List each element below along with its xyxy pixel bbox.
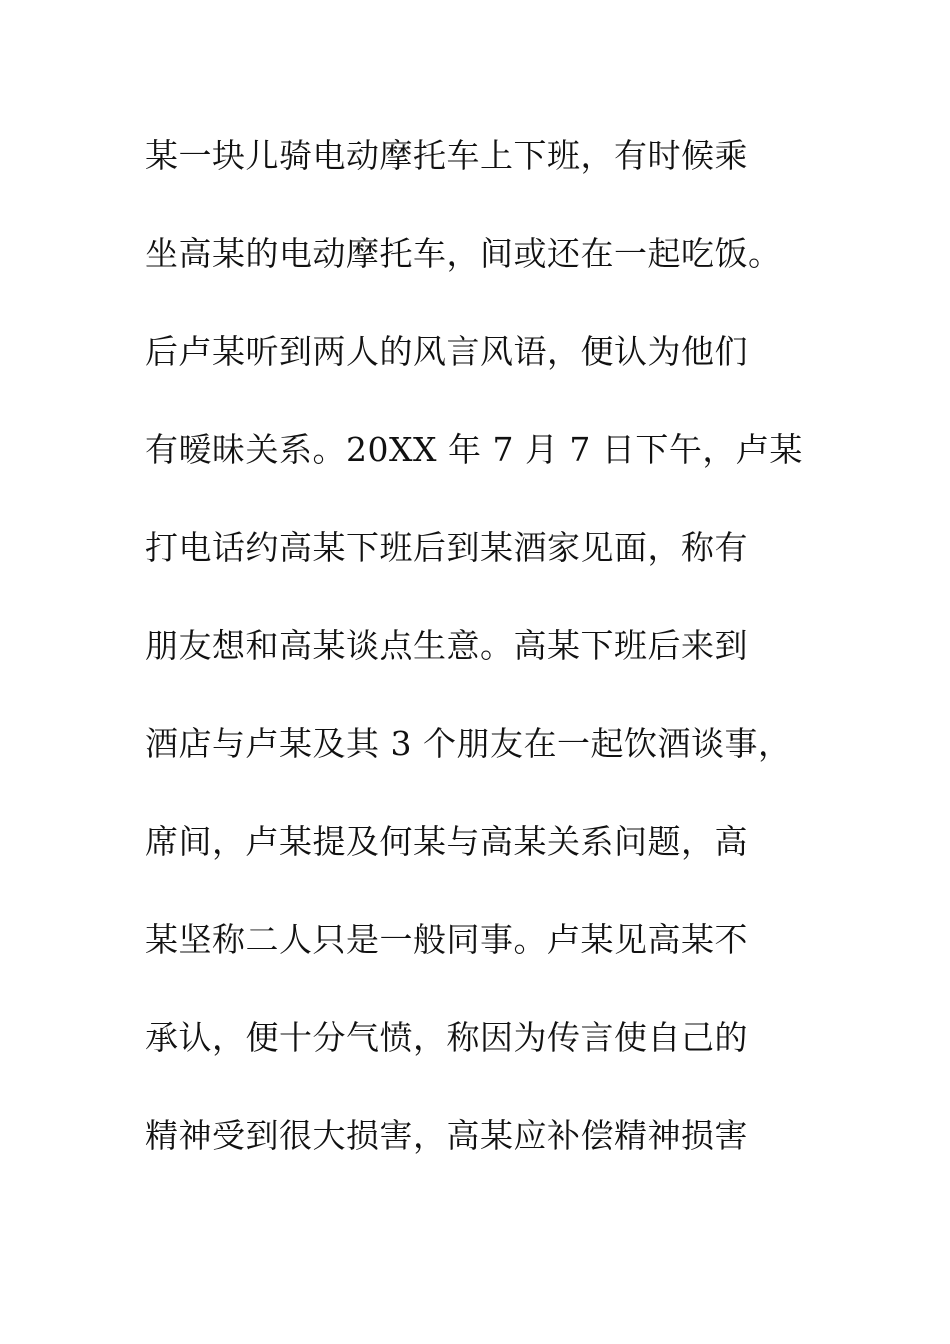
text-line: 某一块儿骑电动摩托车上下班，有时候乘 bbox=[145, 136, 748, 175]
text-line: 席间，卢某提及何某与高某关系问题，高 bbox=[145, 822, 748, 861]
text-line: 朋友想和高某谈点生意。高某下班后来到 bbox=[145, 626, 748, 665]
body-text bbox=[145, 126, 805, 1204]
text-line: 后卢某听到两人的风言风语，便认为他们 bbox=[145, 332, 748, 371]
text-line: 承认，便十分气愤，称因为传言使自己的 bbox=[145, 1018, 748, 1057]
text-line: 精神受到很大损害，高某应补偿精神损害 bbox=[145, 1116, 748, 1155]
text-line: 打电话约高某下班后到某酒家见面，称有 bbox=[145, 528, 748, 567]
text-line: 坐高某的电动摩托车，间或还在一起吃饭。 bbox=[145, 234, 782, 273]
text-line: 有暧昧关系。20XX 年 7 月 7 日下午，卢某 bbox=[145, 430, 803, 469]
text-line: 某坚称二人只是一般同事。卢某见高某不 bbox=[145, 920, 748, 959]
text-line: 酒店与卢某及其 3 个朋友在一起饮酒谈事， bbox=[145, 724, 792, 763]
